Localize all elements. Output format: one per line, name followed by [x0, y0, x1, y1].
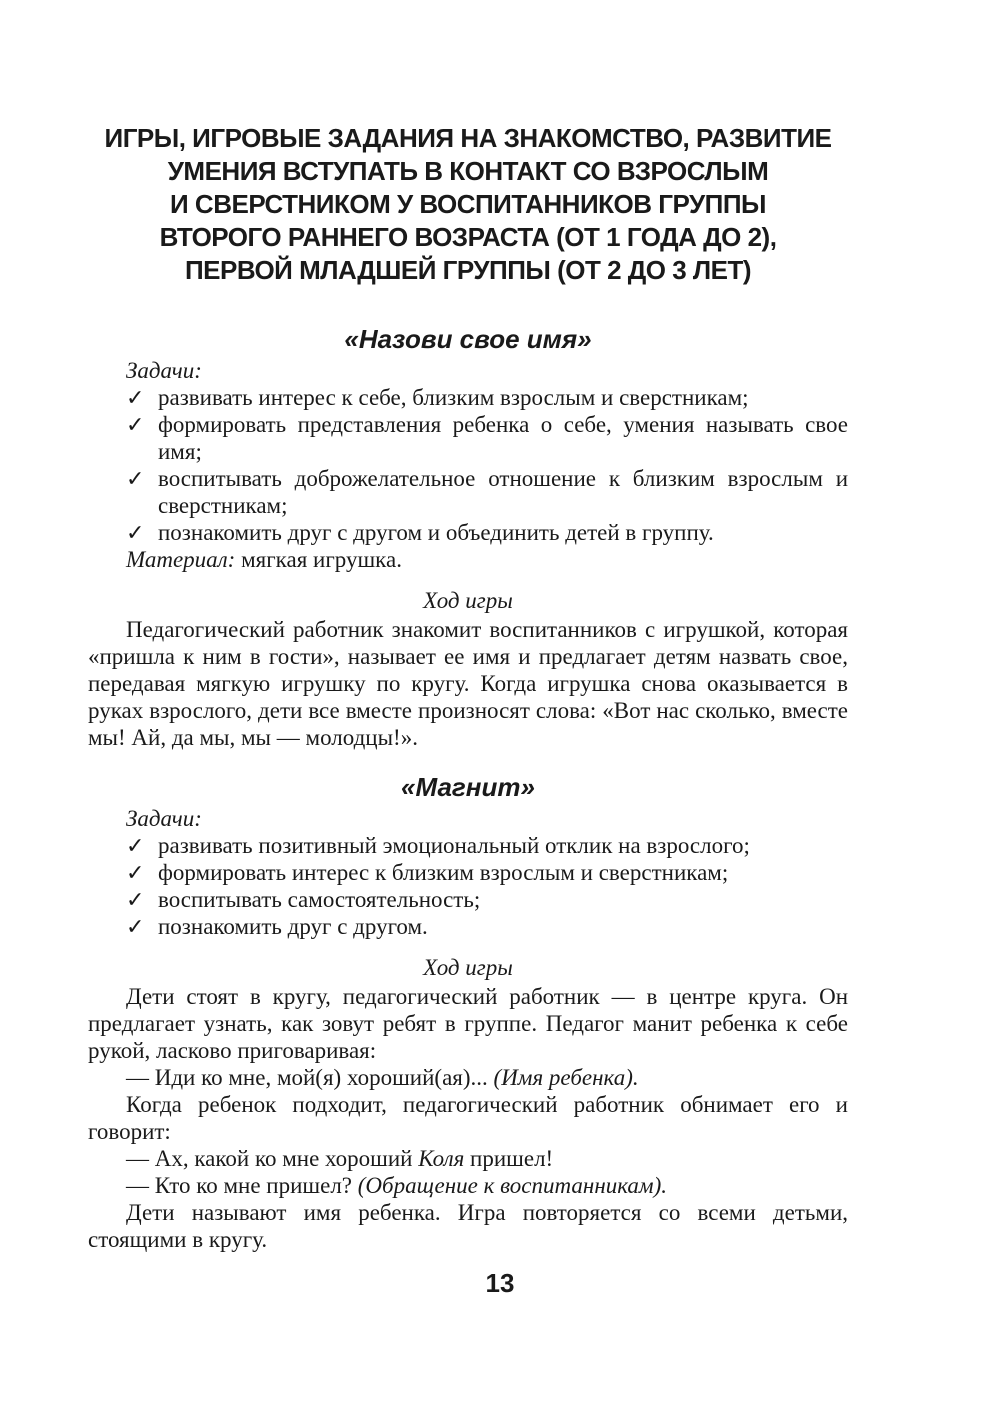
game2-tasks-label: Задачи:: [126, 806, 202, 831]
checkmark-icon: ✓: [126, 833, 145, 858]
game2-title: «Магнит»: [401, 772, 535, 802]
heading-line: И СВЕРСТНИКОМ У ВОСПИТАННИКОВ ГРУППЫ: [170, 189, 766, 219]
game1-tasks-label: Задачи:: [126, 358, 202, 383]
game2-task-list: [88, 832, 848, 940]
heading-line: УМЕНИЯ ВСТУПАТЬ В КОНТАКТ СО ВЗРОСЛЫМ: [167, 156, 769, 186]
game1-description: Педагогический работник знакомит воспитанников с игрушкой, которая «пришла к ним в гости», называет ее имя и предлагает детям назвать свое, передавая мягкую игрушку по кругу. Когда игрушка снова оказывается в руках взрослого, дети все вместе произносят слова: «Вот нас сколько, вместе мы! Ай, да мы, мы — молодцы!».: [88, 617, 848, 750]
game2-paragraph: Дети стоят в кругу, педагогический работник — в центре круга. Он предлагает узнать, как зовут ребят в группе. Педагог манит ребенка к себе рукой, ласково приговаривая:: [88, 984, 848, 1063]
task-item: ✓ формировать интерес к близким взрослым и сверстникам;: [126, 860, 729, 885]
task-item: ✓ познакомить друг с другом.: [126, 914, 428, 939]
checkmark-icon: ✓: [126, 860, 145, 885]
checkmark-icon: ✓: [126, 385, 145, 410]
task-item: ✓ воспитывать доброжелательное отношение к близким взрослым и сверстникам;: [126, 466, 848, 518]
checkmark-icon: ✓: [126, 412, 145, 437]
checkmark-icon: ✓: [126, 520, 145, 545]
game2-paragraph: Когда ребенок подходит, педагогический работник обнимает его и говорит:: [88, 1092, 848, 1144]
game1-task-list: [88, 384, 848, 546]
task-item: ✓ развивать позитивный эмоциональный отклик на взрослого;: [126, 833, 750, 858]
game1-title: «Назови свое имя»: [344, 324, 592, 354]
game2-move-title: Ход игры: [423, 955, 513, 980]
task-item: ✓ развивать интерес к себе, близким взрослым и сверстникам;: [126, 385, 749, 410]
document-page: [88, 122, 848, 1253]
material-label: Материал:: [126, 547, 236, 572]
heading-line: ВТОРОГО РАННЕГО ВОЗРАСТА (ОТ 1 ГОДА ДО 2),: [159, 222, 777, 252]
page-number: 13: [485, 1268, 515, 1298]
game2-dialogue: — Кто ко мне пришел? (Обращение к воспитанникам).: [126, 1173, 667, 1198]
section-heading: [88, 122, 848, 287]
heading-line: ПЕРВОЙ МЛАДШЕЙ ГРУППЫ (ОТ 2 ДО 3 ЛЕТ): [184, 255, 752, 285]
game1-material: [126, 546, 848, 573]
game1-move-title: Ход игры: [423, 588, 513, 613]
heading-line: ИГРЫ, ИГРОВЫЕ ЗАДАНИЯ НА ЗНАКОМСТВО, РАЗВИТИЕ: [104, 123, 832, 153]
material-value: мягкая игрушка.: [235, 547, 402, 572]
game2-dialogue: — Ах, какой ко мне хороший Коля пришел!: [126, 1146, 554, 1171]
task-item: ✓ формировать представления ребенка о себе, умения называть свое имя;: [126, 412, 848, 464]
task-item: ✓ познакомить друг с другом и объединить детей в группу.: [126, 520, 714, 545]
checkmark-icon: ✓: [126, 887, 145, 912]
checkmark-icon: ✓: [126, 914, 145, 939]
game2-dialogue: — Иди ко мне, мой(я) хороший(ая)... (Имя ребенка).: [126, 1065, 639, 1090]
checkmark-icon: ✓: [126, 466, 145, 491]
task-item: ✓ воспитывать самостоятельность;: [126, 887, 481, 912]
game2-paragraph: Дети называют имя ребенка. Игра повторяется со всеми детьми, стоящими в кругу.: [88, 1200, 848, 1252]
